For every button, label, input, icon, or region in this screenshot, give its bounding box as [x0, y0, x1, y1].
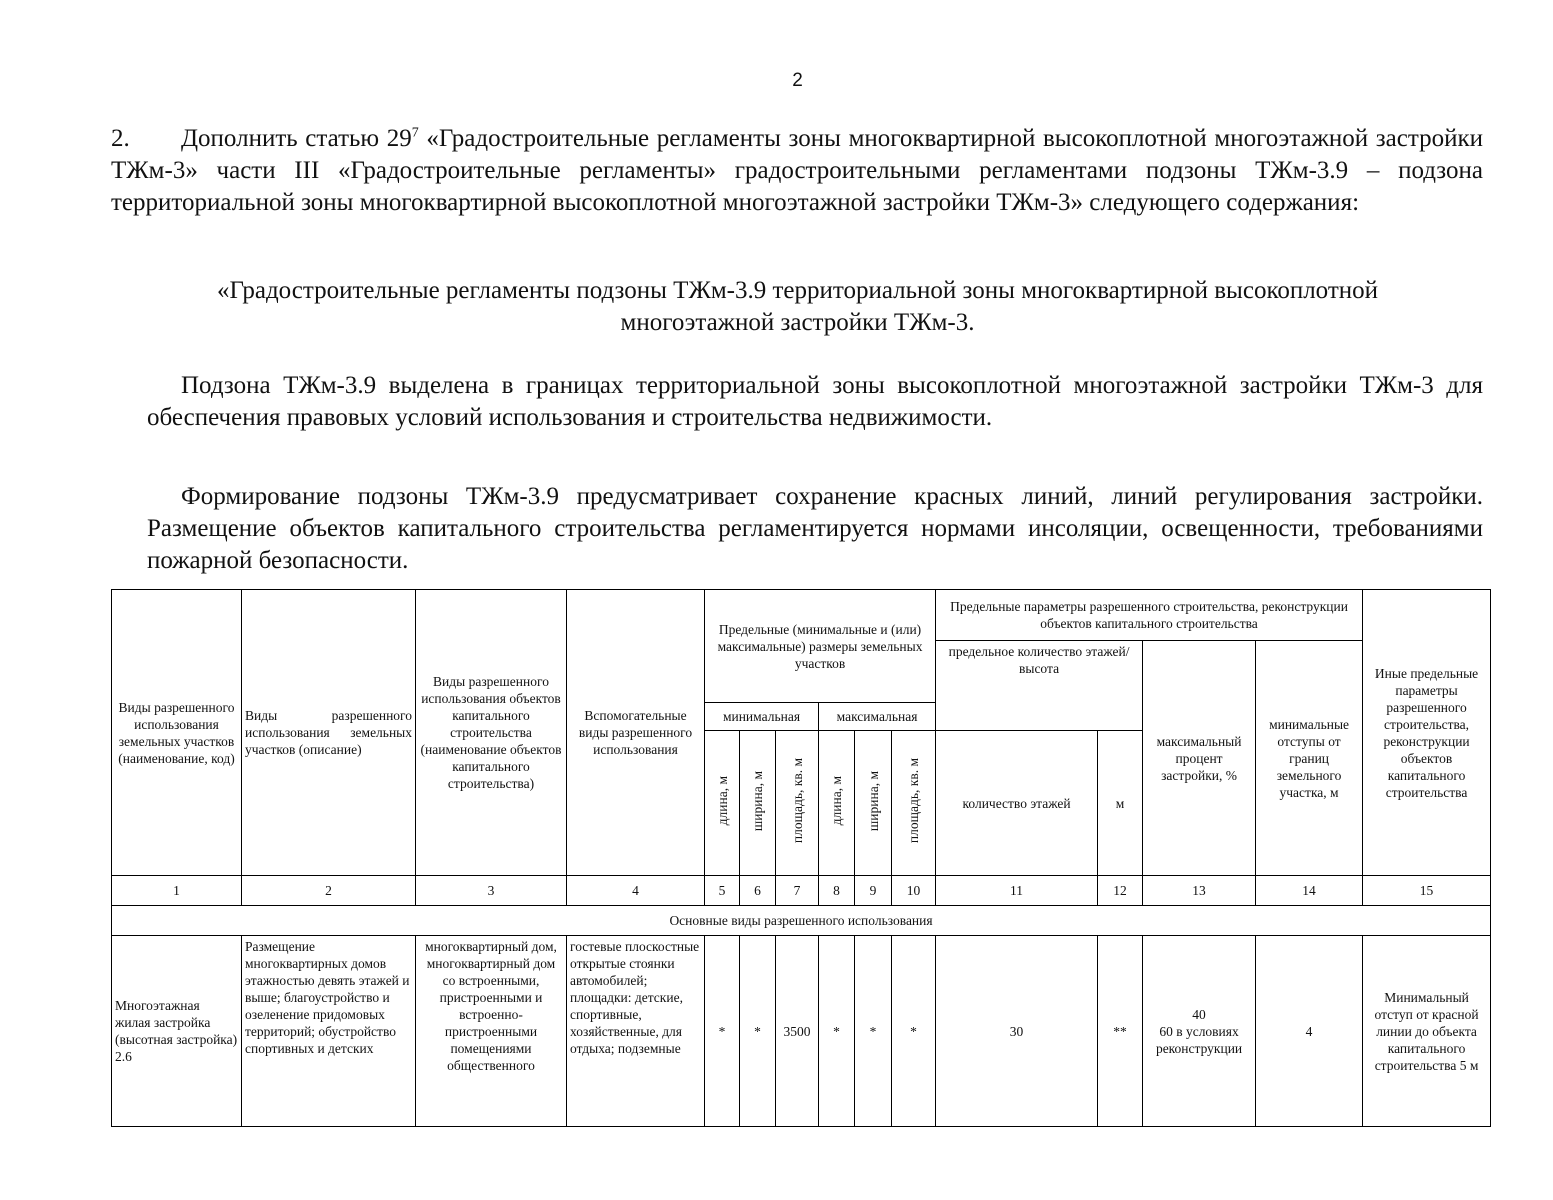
section-row-main-uses: Основные виды разрешенного использования — [112, 906, 1491, 936]
cell-land-use-description: Размещение многоквартирных домов этажностью девять этажей и выше; благоустройство и озеленение придомовых территорий; обустройство спортивных и детских — [242, 936, 416, 1127]
column-number: 6 — [740, 876, 776, 906]
header-max-length: длина, м — [819, 731, 855, 876]
column-number: 5 — [705, 876, 740, 906]
cell-land-use-type: Многоэтажная жилая застройка (высотная застройка) 2.6 — [112, 936, 242, 1127]
regulations-table — [111, 589, 1491, 1127]
section-title — [140, 275, 1455, 339]
cell-other-params: Минимальный отступ от красной линии до объекта капитального строительства 5 м — [1363, 936, 1491, 1127]
cell-auxiliary-use: гостевые плоскостные открытые стоянки автомобилей; площадки: детские, спортивные, хозяйственные, для отдыха; подземные — [567, 936, 705, 1127]
max-percent-value: 40 — [1192, 1006, 1206, 1022]
cell-max-area: * — [892, 936, 936, 1127]
paragraph-text-end: «Градостроительные регламенты зоны многоквартирной высокоплотной многоэтажной застройки ТЖм-3» части III «Градостроительные регламенты» градостроительными регламентами подзоны ТЖм-3.9 – подзона территориальной зоны многоквартирной высокоплотной многоэтажной застройки ТЖм-3» следующего содержания: — [111, 125, 1483, 216]
header-min-width: ширина, м — [740, 731, 776, 876]
header-floors: количество этажей — [936, 731, 1098, 876]
paragraph-subzone-formation: Формирование подзоны ТЖм-3.9 предусматривает сохранение красных линий, линий регулирования застройки. Размещение объектов капитального строительства регламентируется нормами инсоляции, освещенности, требованиями пожарной безопасности. — [147, 483, 1483, 574]
cell-height: ** — [1098, 936, 1143, 1127]
header-min-length: длина, м — [705, 731, 740, 876]
header-minimum: минимальная — [705, 703, 819, 731]
paragraph-amendment — [111, 123, 1483, 219]
column-number: 7 — [776, 876, 819, 906]
section-title-line1: «Градостроительные регламенты подзоны ТЖм-3.9 территориальной зоны многоквартирной высокоплотной — [216, 277, 1379, 304]
page-number: 2 — [792, 70, 803, 91]
article-superscript: 7 — [411, 125, 419, 141]
header-floors-height: предельное количество этажей/высота — [936, 641, 1143, 731]
column-number: 9 — [855, 876, 892, 906]
column-number: 1 — [112, 876, 242, 906]
column-number: 10 — [892, 876, 936, 906]
header-max-area: площадь, кв. м — [892, 731, 936, 876]
header-building-use-type: Виды разрешенного использования объектов капитального строительства (наименование объектов капитального строительства) — [416, 590, 567, 876]
column-number: 14 — [1256, 876, 1363, 906]
cell-min-width: * — [740, 936, 776, 1127]
table-row — [112, 936, 1491, 1127]
column-number: 8 — [819, 876, 855, 906]
header-min-area: площадь, кв. м — [776, 731, 819, 876]
header-build-params: Предельные параметры разрешенного строительства, реконструкции объектов капитального строительства — [936, 590, 1363, 641]
column-number: 13 — [1143, 876, 1256, 906]
cell-min-setbacks: 4 — [1256, 936, 1363, 1127]
header-auxiliary-use: Вспомогательные виды разрешенного использования — [567, 590, 705, 876]
cell-max-percent — [1143, 936, 1256, 1127]
header-max-width: ширина, м — [855, 731, 892, 876]
max-percent-reconstruction: 60 в условиях реконструкции — [1155, 1023, 1243, 1056]
column-number: 4 — [567, 876, 705, 906]
column-numbers-row — [112, 876, 1491, 906]
column-number: 15 — [1363, 876, 1491, 906]
paragraph-text-start: Дополнить статью 29 — [181, 125, 412, 152]
header-meters: м — [1098, 731, 1143, 876]
column-number: 3 — [416, 876, 567, 906]
cell-max-width: * — [855, 936, 892, 1127]
cell-min-area: 3500 — [776, 936, 819, 1127]
cell-min-length: * — [705, 936, 740, 1127]
header-maximum: максимальная — [819, 703, 936, 731]
section-title-line2: многоэтажной застройки ТЖм-3. — [620, 309, 975, 336]
paragraph-number: 2. — [111, 125, 130, 152]
header-land-use-description: Виды разрешенного использования земельных участков (описание) — [242, 590, 416, 876]
header-other-params: Иные предельные параметры разрешенного строительства, реконструкции объектов капитального строительства — [1363, 590, 1491, 876]
cell-building-use-type: многоквартирный дом, многоквартирный дом со встроенными, пристроенными и встроенно-пристроенными помещениями общественного — [416, 936, 567, 1127]
column-number: 12 — [1098, 876, 1143, 906]
header-min-setbacks: минимальные отступы от границ земельного участка, м — [1256, 641, 1363, 876]
paragraph-subzone-description: Подзона ТЖм-3.9 выделена в границах территориальной зоны высокоплотной многоэтажной застройки ТЖм-3 для обеспечения правовых условий использования и строительства недвижимости. — [147, 372, 1483, 431]
header-max-percent: максимальный процент застройки, % — [1143, 641, 1256, 876]
cell-max-length: * — [819, 936, 855, 1127]
header-land-use-type: Виды разрешенного использования земельных участков (наименование, код) — [112, 590, 242, 876]
cell-floors: 30 — [936, 936, 1098, 1127]
column-number: 11 — [936, 876, 1098, 906]
column-number: 2 — [242, 876, 416, 906]
header-plot-sizes: Предельные (минимальные и (или) максимальные) размеры земельных участков — [705, 590, 936, 703]
